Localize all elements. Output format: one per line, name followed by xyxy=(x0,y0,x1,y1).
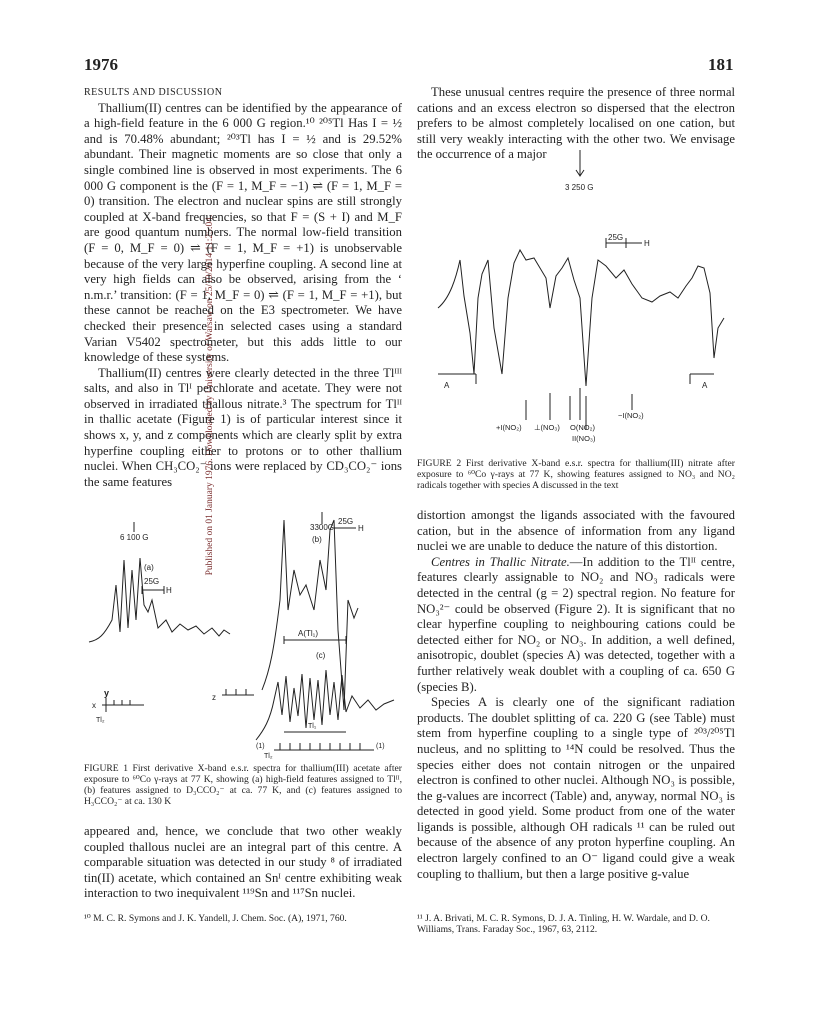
label-plus-I-NO2: +I(NO₂) xyxy=(496,423,522,432)
figure-1-caption: FIGURE 1 First derivative X-band e.s.r. spectra for thallium(III) acetate after exposure to ⁶⁰Co γ-rays at 77 K, showing (a) high-field features assigned to Tlᴵᴵ, (b) features assigned to D₃CCO₂⁻ at ca. 77 K, and (c) features assigned to H₃CCO₂⁻ at ca. 130 K xyxy=(84,763,402,807)
footnote-11: ¹¹ J. A. Brivati, M. C. R. Symons, D. J. A. Tinling, H. W. Wardale, and D. O. Williams, Trans. Faraday Soc., 1967, 63, 2112. xyxy=(417,913,710,935)
label-y: y xyxy=(104,688,110,698)
field-arrow: H xyxy=(644,239,650,248)
paragraph: These unusual centres require the presence of three normal cations and an excess electron so dispersed that the electron prefers to be almost completely localised on one cation, but still very weakly interacting with the other two. We envisage the occurrence of a major xyxy=(417,85,735,162)
label-3250: 3 250 G xyxy=(565,183,594,192)
label-z: z xyxy=(212,693,216,702)
paragraph-text: —In addition to the Tlᴵᴵ centre, features clearly assignable to NO₂ and NO₃ radicals were detected in the central (g = 2) spectral region. No feature for NO₃²⁻ could be observed (Figure 2). It is significant that no clear hyperfine coupling to neighbouring cations could be detected either for NO₂ or NO₃. In addition, a well defined, anisotropic, doublet (species A) was detected, together with a further relatively weak doublet with a coupling of ca. 650 G (species B). xyxy=(417,554,735,694)
label-a: (a) xyxy=(144,563,154,572)
section-subtitle: Centres in Thallic Nitrate. xyxy=(431,554,570,569)
scale-b: 25G xyxy=(338,517,354,526)
paragraph: appeared and, hence, we conclude that two other weakly coupled thallous nuclei are an integral part of this centre. A comparable situation was detected in our study ⁸ of irradiated tin(II) acetate, which contained an Snᴵ centre exhibiting weak interaction to two inequivalent ¹¹⁹Sn and ¹¹⁷Sn nuclei. xyxy=(84,824,402,901)
label-Tl2-left: Tl₂ xyxy=(96,717,105,724)
page-number: 181 xyxy=(708,55,734,74)
label-x: x xyxy=(92,701,96,710)
label-A-left: A xyxy=(444,381,450,390)
label-3300: 3300G xyxy=(310,523,335,532)
label-Tl1: Tl₁ xyxy=(308,723,317,730)
label-perp-NO3: ⊥(NO₃) xyxy=(534,423,560,432)
field-arrow-a: H xyxy=(166,586,172,595)
label-Tl2-bottom: Tl₂ xyxy=(264,753,273,760)
figure-1-spectra xyxy=(84,500,404,760)
label-m2: (1) xyxy=(376,743,385,750)
scale-a: 25G xyxy=(144,577,160,586)
left-column-bottom xyxy=(84,824,402,902)
figure-2-spectra xyxy=(420,148,736,453)
label-b: (b) xyxy=(312,535,322,544)
paragraph: Thallium(II) centres were clearly detected in the three Tlᴵᴵᴵ salts, and also in Tlᴵ perchlorate and acetate. They were not observed in irradiated thallous nitrate.³ The spectrum for Tlᴵᴵ in thallic acetate (Figure 1) is of particular interest since it shows x, y, and z components which are clearly split by extra hyperfine coupling either to protons or to other thallium nuclei. When CH₃CO₂⁻ ions were replaced by CD₃CO₂⁻ ions the same features xyxy=(84,365,402,489)
footnote-10: ¹⁰ M. C. R. Symons and J. K. Yandell, J. Chem. Soc. (A), 1971, 760. xyxy=(84,913,347,924)
label-6100: 6 100 G xyxy=(120,533,149,542)
figure-2-caption: FIGURE 2 First derivative X-band e.s.r. spectra for thallium(III) nitrate after exposure to ⁶⁰Co γ-rays at 77 K, showing features assigned to NO₃ and NO₂ radicals together with species A discussed in the text xyxy=(417,458,735,491)
label-A-right: A xyxy=(702,381,708,390)
label-c: (c) xyxy=(316,651,326,660)
paragraph: Species A is clearly one of the significant radiation products. The doublet splitting of ca. 220 G (see Table) must stem from hyperfine coupling to a single type of ²⁰³/²⁰⁵Tl nucleus, and no splitting to ¹⁴N could be resolved. Thus the species either does not contain nitrogen or the unpaired electron is confined to other nuclei. Although NO₃ is possible, the g-values are incorrect (Table) and, anyway, normal NO₃ is detected in good yield. Some product from one of the water ligands is possible, although OH radicals ¹¹ can be ruled out because of the absence of any proton hyperfine coupling. An electron largely confined to an O⁻ ligand could give a weak coupling to thallium, but then a large positive g-value xyxy=(417,695,735,881)
label-A-Tl1: A(Tl₁) xyxy=(298,629,319,638)
label-par-NO3: II(NO₃) xyxy=(572,434,596,443)
year-header: 1976 xyxy=(84,55,118,74)
paragraph: distortion amongst the ligands associated with the favoured cation, but in the absence of information from any ligand nuclei we are unable to deduce the nature of this distortion. xyxy=(417,508,735,554)
scale-25G: 25G xyxy=(608,233,624,242)
field-arrow-b: H xyxy=(358,524,364,533)
label-m1: (1) xyxy=(256,743,265,750)
left-column-top xyxy=(84,85,402,490)
label-minus-I-NO2: −I(NO₂) xyxy=(618,411,644,420)
paragraph xyxy=(417,555,735,695)
label-O-NO2: O(NO₂) xyxy=(570,423,595,432)
paragraph: Thallium(II) centres can be identified by the appearance of a high-field feature in the 6 000 G region.¹⁰ ²⁰⁵Tl Has I = ½ and is 70.48% abundant; ²⁰³Tl has I = ½ and is 29.52% abundant. Their magnetic moments are so close that only a single combined line is observed in most experiments. The 6 000 G component is the (F = 1, M_F = −1) ⇌ (F = 1, M_F = 0) transition. The electron and nuclear spins are still strongly coupled at X-band frequencies, so that F = (S + I) and M_F are good quantum numbers. The normal low-field transition (F = 0, M_F = 0) ⇌ (F = 1, M_F = +1) is unobservable because of the very large hyperfine coupling. A second line at very high fields can also be observed, arising from the ‘ n.m.r.’ transition: (F = 1, M_F = 0) ⇌ (F = 1, M_F = +1), but these cannot be reached on the E3 spectrometer. We have checked their presence in selected cases using a standard Varian V5402 spectrometer, but this adds little to our knowledge of these systems. xyxy=(84,100,402,365)
section-heading: RESULTS AND DISCUSSION xyxy=(84,87,223,98)
download-watermark: Published on 01 January 1976. Downloaded by University of Warsaw on 25/10/2014 11:25:04. xyxy=(205,214,215,576)
right-column-bottom xyxy=(417,508,735,882)
